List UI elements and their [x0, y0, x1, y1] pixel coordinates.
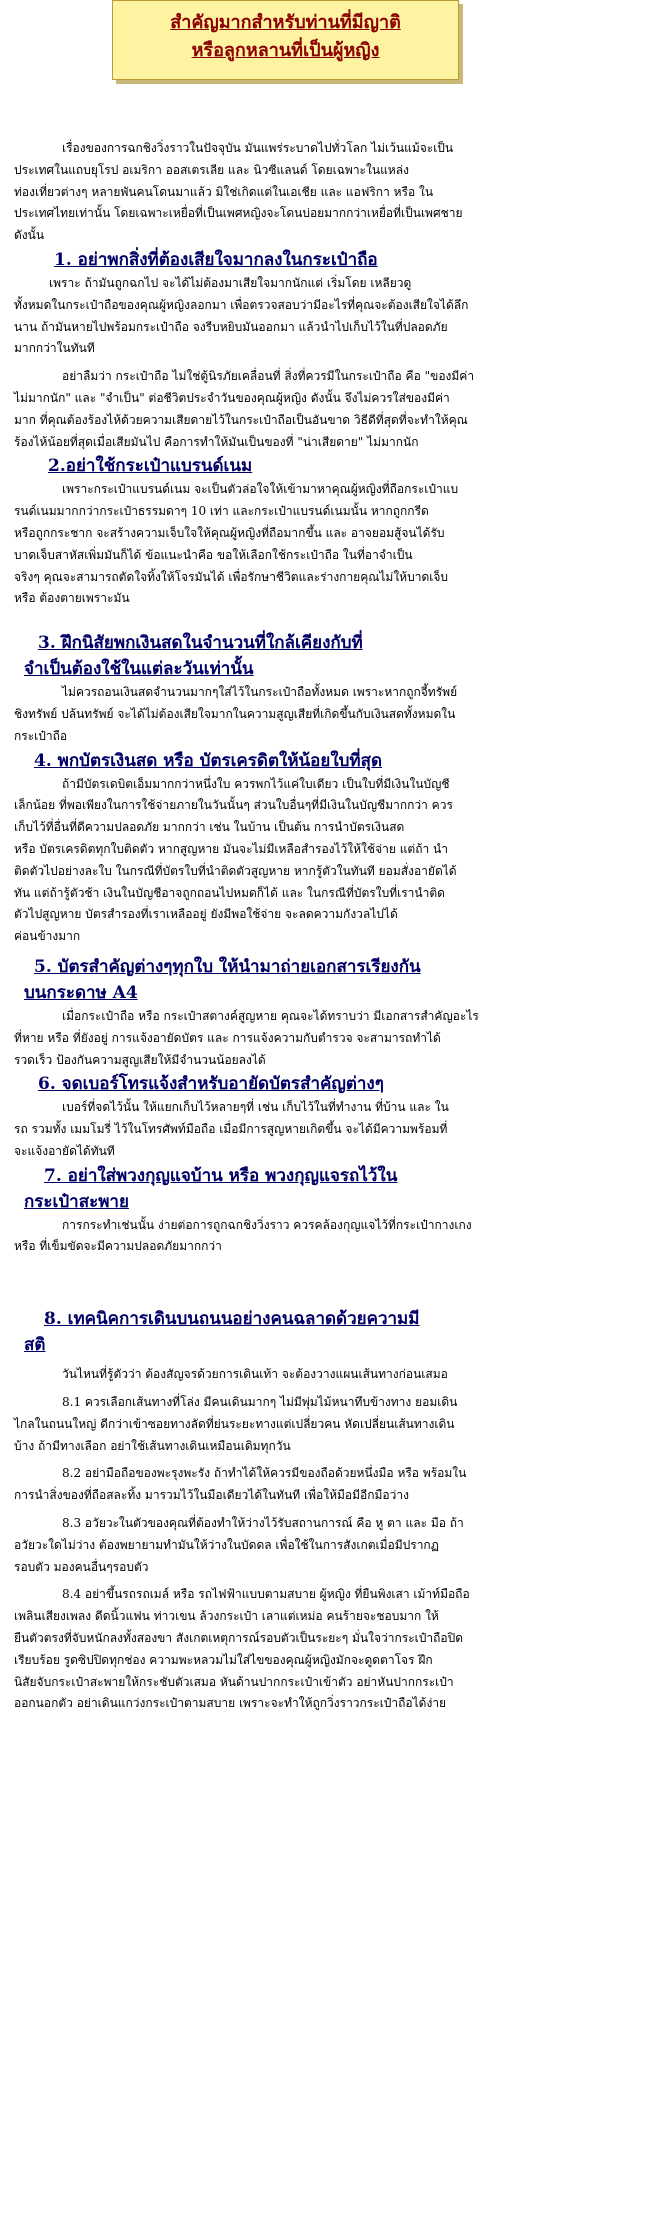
heading-text: กระเป๋าสะพาย: [24, 1191, 129, 1212]
text-line: วันไหนที่รู้ตัวว่า ต้องสัญจรด้วยการเดินเท้า จะต้องวางแผนเส้นทางก่อนเสมอ: [62, 1367, 448, 1382]
section-heading: [38, 1071, 534, 1097]
text-line: อย่าลืมว่า กระเป๋าถือ ไม่ใช่ตู้นิรภัยเคลื่อนที่ สิ่งที่ควรมีในกระเป๋าถือ คือ "ของมีค่า: [62, 369, 475, 384]
section-heading: [44, 1306, 534, 1332]
text-line: อวัยวะใดไม่ว่าง ต้องพยายามทำมันให้ว่างในบัดดล เพื่อใช้ในการสังเกตเมื่อมีปรากฏ: [14, 1537, 439, 1552]
text-line: ประเทศในแถบยุโรป อเมริกา ออสเตรเลีย และ นิวซีแลนด์ โดยเฉพาะในแหล่ง: [14, 162, 409, 177]
text-line: เก็บไว้ที่อื่นที่ดีความปลอดภัย มากกว่า เช่น ในบ้าน เป็นต้น การนำบัตรเงินสด: [14, 820, 405, 835]
intro-paragraph: [14, 138, 534, 247]
section-heading: [54, 247, 534, 273]
section-paragraph: [14, 273, 534, 360]
text-line: ไกลในถนนใหญ่ ดีกว่าเข้าซอยทางลัดที่ย่นระยะทางแต่เปลี่ยวคน หัดเปลี่ยนเส้นทางเดิน: [14, 1416, 455, 1431]
text-line: 8.4 อย่าขึ้นรถรถเมล์ หรือ รถไฟฟ้าแบบตามสบาย ผู้หญิง ที่ยืนพิงเสา เม้าท์มือถือ: [62, 1587, 470, 1602]
text-line: การนำสิ่งของที่ถือสละทิ้ง มารวมไว้ในมือเดียวได้ในทันที เพื่อให้มือมีอีกมือว่าง: [14, 1488, 409, 1503]
text-line: บาดเจ็บสาหัสเพิ่มมันก็ได้ ข้อแนะนำคือ ขอให้เลือกใช้กระเป๋าถือ ในที่อาจำเป็น: [14, 547, 413, 562]
section-paragraph: [14, 1584, 534, 1715]
section-heading: [48, 453, 534, 479]
section-paragraph: [14, 1513, 534, 1578]
section-heading-cont: [24, 1189, 534, 1215]
heading-text: 7. อย่าใส่พวงกุญแจบ้าน หรือ พวงกุญแจรถไว้ใน: [44, 1165, 398, 1186]
text-line: จริงๆ คุณจะสามารถตัดใจทิ้งให้โจรมันได้ เพื่อรักษาชีวิตและร่างกายคุณไม่ให้บาดเจ็บ: [14, 569, 448, 584]
heading-text: 4. พกบัตรเงินสด หรือ บัตรเครดิตให้น้อยใบที่สุด: [34, 750, 383, 771]
text-line: 8.1 ควรเลือกเส้นทางที่โล่ง มีคนเดินมากๆ ไม่มีพุ่มไม้หนาทึบข้างทาง ยอมเดิน: [62, 1395, 458, 1410]
section-paragraph: [14, 1006, 534, 1071]
heading-text: จำเป็นต้องใช้ในแต่ละวันเท่านั้น: [24, 659, 254, 680]
section-paragraph: [14, 1215, 534, 1259]
section-heading: [38, 630, 534, 656]
text-line: ติดตัวไปอย่างละใบ ในกรณีที่บัตรใบที่นำติดตัวสูญหาย หากรู้ตัวในทันที ยอมสั่งอายัดได้: [14, 863, 457, 878]
section-paragraph: [14, 479, 534, 610]
text-line: ไม่ควรถอนเงินสดจำนวนมากๆใส่ไว้ในกระเป๋าถือทั้งหมด เพราะหากถูกจี้ทรัพย์: [62, 685, 458, 700]
text-line: เพลินเสียงเพลง ดีดนิ้วแฟน ท่าวเขน ล้วงกระเป๋า เลาแต่เหม่อ คนร้ายจะชอบมาก ให้: [14, 1609, 439, 1624]
text-line: ร้องไห้น้อยที่สุดเมื่อเสียมันไป คือการทำให้มันเป็นของที่ "น่าเสียดาย" ไม่มากนัก: [14, 434, 419, 449]
section-paragraph: [14, 366, 534, 453]
text-line: ทัน แต่ถ้ารู้ตัวช้า เงินในบัญชีอาจถูกถอนไปหมดก็ได้ และ ในกรณีที่บัตรใบที่เรานำติด: [14, 885, 445, 900]
heading-text: 2.อย่าใช้กระเป๋าแบรนด์เนม: [48, 456, 253, 477]
text-line: ทั้งหมดในกระเป๋าถือของคุณผู้หญิงลอกมา เพื่อตรวจสอบว่ามีอะไรที่คุณจะต้องเสียใจได้ลึก: [14, 297, 469, 312]
text-line: เรื่องของการฉกชิงวิ่งราวในปัจจุบัน มันแพร่ระบาดไปทั่วโลก ไม่เว้นแม้จะเป็น: [62, 141, 454, 155]
text-line: นิสัยจับกระเป๋าสะพายให้กระชับตัวเสมอ หันด้านปากกระเป๋าเข้าตัว อย่าหันปากกระเป๋า: [14, 1674, 454, 1689]
text-line: การกระทำเช่นนั้น ง่ายต่อการถูกฉกชิงวิ่งราว ควรคล้องกุญแจไว้ที่กระเป๋ากางเกง: [62, 1217, 472, 1232]
text-line: 8.2 อย่ามือถือของพะรุงพะรัง ถ้าทำได้ให้ควรมีของถือด้วยหนึ่งมือ หรือ พร้อมใน: [62, 1466, 467, 1481]
heading-text: 3. ฝึกนิสัยพกเงินสดในจำนวนที่ใกล้เคียงกับที่: [38, 633, 363, 654]
article-body: [14, 138, 534, 1715]
title-line-2: หรือลูกหลานที่เป็นผู้หญิง: [191, 40, 380, 61]
text-line: เมื่อกระเป๋าถือ หรือ กระเป๋าสตางค์สูญหาย คุณจะได้ทราบว่า มีเอกสารสำคัญอะไร: [62, 1008, 479, 1023]
text-line: ถ้ามีบัตรเดบิตเอ็มมากกว่าหนึ่งใบ ควรพกไว้แค่ใบเดียว เป็นใบที่มีเงินในบัญชี: [62, 776, 450, 791]
text-line: รอบตัว มองคนอื่นๆรอบตัว: [14, 1559, 149, 1574]
text-line: ประเทศไทยเท่านั้น โดยเฉพาะเหยื่อที่เป็นเพศหญิงจะโดนบ่อยมากกว่าเหยื่อที่เป็นเพศชาย: [14, 206, 463, 221]
heading-text: สติ: [24, 1335, 46, 1356]
text-line: รวดเร็ว ป้องกันความสูญเสียให้มีจำนวนน้อยลงได้: [14, 1052, 266, 1067]
text-line: เพราะ ถ้ามันถูกฉกไป จะได้ไม่ต้องมาเสียใจมากนักแต่ เริ่มโดย เหลียวดู: [49, 275, 412, 290]
text-line: ชิงทรัพย์ ปล้นทรัพย์ จะได้ไม่ต้องเสียใจมากในความสูญเสียที่เกิดขึ้นกับเงินสดทั้งหมดใน: [14, 706, 456, 721]
heading-text: 1. อย่าพกสิ่งที่ต้องเสียใจมากลงในกระเป๋าถือ: [54, 249, 378, 270]
text-line: นาน ถ้ามันหายไปพร้อมกระเป๋าถือ จงรีบหยิบมันออกมา แล้วนำไปเก็บไว้ในที่ปลอดภัย: [14, 319, 448, 334]
section-paragraph: [14, 1463, 534, 1507]
text-line: มากกว่าในทันที: [14, 341, 95, 356]
text-line: รนด์เนมมากกว่ากระเป๋าธรรมดาๆ 10 เท่า และกระเป๋าแบรนด์เนมนั้น หากถูกกรีด: [14, 504, 429, 519]
text-line: ดังนั้น: [14, 228, 45, 243]
text-line: มาก ที่คุณต้องร้องไห้ด้วยความเสียดายไว้ในกระเป๋าถือเป็นอันขาด วิธีดีที่สุดที่จะทำให้คุณ: [14, 412, 468, 427]
section-paragraph: [14, 1392, 534, 1457]
text-line: ยืนตัวตรงที่จับหนักลงทั้งสองขา สังเกตเหตุการณ์รอบตัวเป็นระยะๆ มั่นใจว่ากระเป๋าถือปิด: [14, 1631, 463, 1646]
title-line-1: สำคัญมากสำหรับท่านที่มีญาติ: [170, 12, 401, 33]
text-line: 8.3 อวัยวะในตัวของคุณที่ต้องทำให้ว่างไว้รับสถานการณ์ คือ หู ตา และ มือ ถ้า: [62, 1516, 464, 1531]
section-paragraph: [14, 774, 534, 948]
section-heading: [34, 954, 534, 980]
text-line: ตัวไปสูญหาย บัตรสำรองที่เราเหลืออยู่ ยังมีพอใช้จ่าย จะลดความกังวลไปได้: [14, 907, 398, 922]
section-paragraph: [14, 1097, 534, 1162]
section-heading: [34, 748, 534, 774]
text-line: เพราะกระเป๋าแบรนด์เนม จะเป็นตัวล่อใจให้เข้ามาหาคุณผู้หญิงที่ถือกระเป๋าแบ: [62, 482, 459, 497]
text-line: จะแจ้งอายัดได้ทันที: [14, 1143, 115, 1158]
text-line: หรือ ที่เข็มขัดจะมีความปลอดภัยมากกว่า: [14, 1239, 222, 1254]
text-line: ท่องเที่ยวต่างๆ หลายพันคนโดนมาแล้ว มิใช่เกิดแต่ในเอเชีย และ แอฟริกา หรือ ใน: [14, 184, 434, 199]
section-heading-cont: [24, 980, 534, 1006]
section-heading-cont: [24, 656, 534, 682]
section-heading-cont: [24, 1332, 534, 1358]
title-box: [112, 0, 459, 80]
text-line: ออกนอกตัว อย่าเดินแกว่งกระเป๋าตามสบาย เพราะจะทำให้ถูกวิ่งราวกระเป๋าถือได้ง่าย: [14, 1696, 447, 1711]
text-line: กระเป๋าถือ: [14, 728, 68, 743]
text-line: หรือ ต้องตายเพราะมัน: [14, 591, 130, 606]
section-heading: [44, 1163, 534, 1189]
text-line: เบอร์ที่จดไว้นั้น ให้แยกเก็บไว้หลายๆที่ เช่น เก็บไว้ในที่ทำงาน ที่บ้าน และ ใน: [62, 1100, 449, 1115]
text-line: เรียบร้อย รูดซิปปิดทุกช่อง ความพะหลวมไม่ใส่ไขของคุณผู้หญิงมักจะดูดตาโจร ฝึก: [14, 1652, 433, 1667]
heading-text: 8. เทคนิคการเดินบนถนนอย่างคนฉลาดด้วยความมี: [44, 1309, 420, 1330]
text-line: ไม่มากนัก" และ "จำเป็น" ต่อชีวิตประจำวันของคุณผู้หญิง ดังนั้น จึงไม่ควรใส่ของมีค่า: [14, 390, 450, 405]
text-line: หรือถูกกระชาก จะสร้างความเจ็บใจให้คุณผู้หญิงที่ถือมากขึ้น และ อาจยอมสู้จนได้รับ: [14, 525, 445, 540]
text-line: รถ รวมทั้ง เมมโมรี่ ไว้ในโทรศัพท์มือถือ เมื่อมีการสูญหายเกิดขึ้น จะได้มีความพร้อมที่: [14, 1122, 448, 1137]
heading-text: 6. จดเบอร์โทรแจ้งสำหรับอายัดบัตรสำคัญต่างๆ: [38, 1074, 384, 1095]
text-line: บ้าง ถ้ามีทางเลือก อย่าใช้เส้นทางเดินเหมือนเดิมทุกวัน: [14, 1438, 291, 1453]
text-line: ค่อนข้างมาก: [14, 929, 81, 944]
heading-text: บนกระดาษ A4: [24, 982, 138, 1003]
heading-text: 5. บัตรสำคัญต่างๆทุกใบ ให้นำมาถ่ายเอกสารเรียงกัน: [34, 956, 421, 977]
section-paragraph: [14, 682, 534, 747]
text-line: ที่หาย หรือ ที่ยังอยู่ การแจ้งอายัดบัตร และ การแจ้งความกับตำรวจ จะสามารถทำได้: [14, 1030, 441, 1045]
text-line: เล็กน้อย ที่พอเพียงในการใช้จ่ายภายในวันนั้นๆ ส่วนใบอื่นๆที่มีเงินในบัญชีมากกว่า ควร: [14, 798, 453, 813]
text-line: หรือ บัตรเครดิตทุกใบติดตัว หากสูญหาย มันจะไม่มีเหลือสำรองไว้ให้ใช้จ่าย แต่ถ้า นำ: [14, 841, 448, 856]
